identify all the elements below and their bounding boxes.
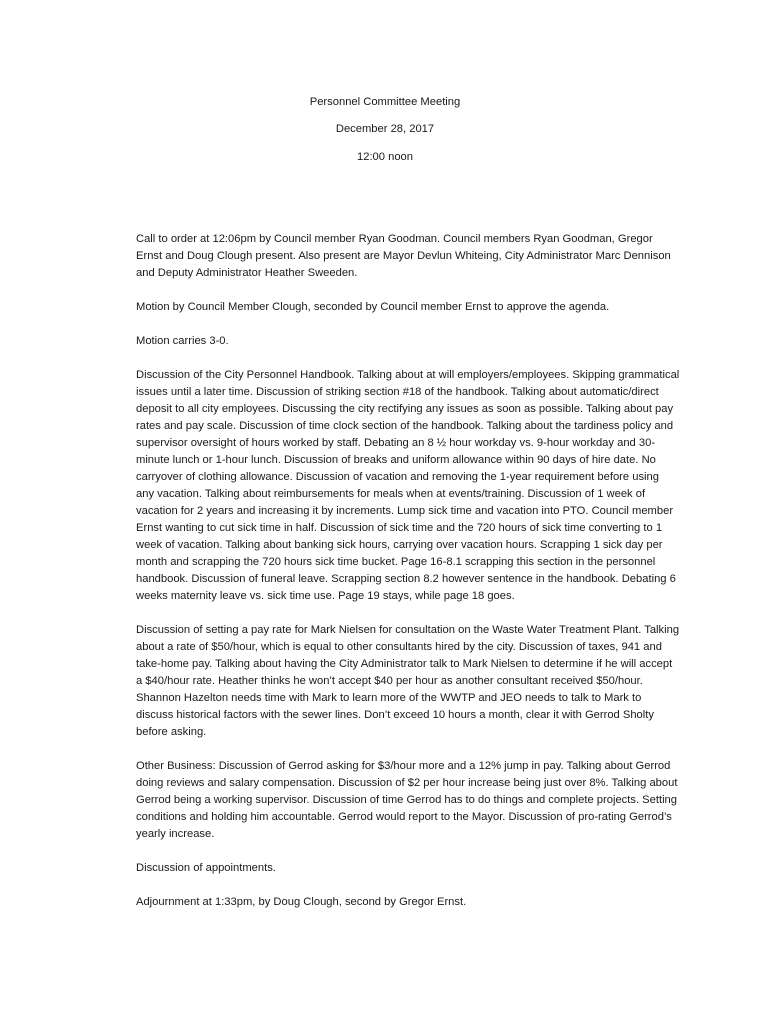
minutes-body (136, 231, 680, 928)
call-to-order-paragraph: Call to order at 12:06pm by Council member Ryan Goodman. Council members Ryan Goodman, Gregor Ernst and Doug Clough present. Also present are Mayor Devlun Whiteing, City Administrator Marc Dennison and Deputy Administrator Heather Sweeden. (136, 233, 671, 279)
appointments-paragraph: Discussion of appointments. (136, 862, 276, 874)
motion-result-paragraph: Motion carries 3-0. (136, 335, 229, 347)
adjournment-paragraph: Adjournment at 1:33pm, by Doug Clough, second by Gregor Ernst. (136, 896, 467, 908)
other-business-paragraph: Other Business: Discussion of Gerrod asking for $3/hour more and a 12% jump in pay. Talking about Gerrod doing reviews and salary compensation. Discussion of $2 per hour increase being just over 8%. Talking about Gerrod being a working supervisor. Discussion of time Gerrod has to do things and complete projects. Setting conditions and holding him accountable. Gerrod would report to the Mayor. Discussion of pro-rating Gerrod’s yearly increase. (136, 760, 678, 840)
meeting-date: December 28, 2017 (335, 123, 435, 135)
pay-rate-paragraph: Discussion of setting a pay rate for Mark Nielsen for consultation on the Waste Water Treatment Plant. Talking about a rate of $50/hour, which is equal to other consultants hired by the city. Discussion of taxes, 941 and take-home pay. Talking about having the City Administrator talk to Mark Nielsen to determine if he will accept a $40/hour rate. Heather thinks he won’t accept $40 per hour as another consultant received $50/hour. Shannon Hazelton needs time with Mark to learn more of the WWTP and JEO needs to talk to Mark to discuss historical factors with the sewer lines. Don’t exceed 10 hours a month, clear it with Gerrod Sholty before asking. (136, 624, 680, 738)
meeting-time: 12:00 noon (357, 151, 413, 163)
agenda-motion-paragraph: Motion by Council Member Clough, seconded by Council member Ernst to approve the agenda. (136, 301, 610, 313)
meeting-title: Personnel Committee Meeting (309, 96, 461, 108)
handbook-discussion-paragraph: Discussion of the City Personnel Handbook. Talking about at will employers/employees. Skipping grammatical issues until a later time. Discussion of striking section #18 of the handbook. Talking about automatic/direct deposit to all city employees. Discussing the city rectifying any issues as soon as possible. Talking about pay rates and pay scale. Discussion of time clock section of the handbook. Talking about the tardiness policy and supervisor oversight of hours worked by staff. Debating an 8 ½ hour workday vs. 9-hour workday and 30-minute lunch or 1-hour lunch. Discussion of breaks and uniform allowance within 90 days of hire date. No carryover of clothing allowance. Discussion of vacation and removing the 1-year requirement before using any vacation. Talking about reimbursements for meals when at events/training. Discussion of 1 week of vacation for 2 years and increasing it by increments. Lump sick time and vacation into PTO. Council member Ernst wanting to cut sick time in half. Discussion of sick time and the 720 hours of sick time converting to 1 week of vacation. Talking about banking sick hours, carrying over vacation hours. Scrapping 1 sick day per month and scrapping the 720 hours sick time bucket. Page 16-8.1 scrapping this section in the personnel handbook. Discussion of funeral leave. Scrapping section 8.2 however sentence in the handbook. Debating 6 weeks maternity leave vs. sick time use. Page 19 stays, while page 18 goes. (136, 369, 680, 602)
